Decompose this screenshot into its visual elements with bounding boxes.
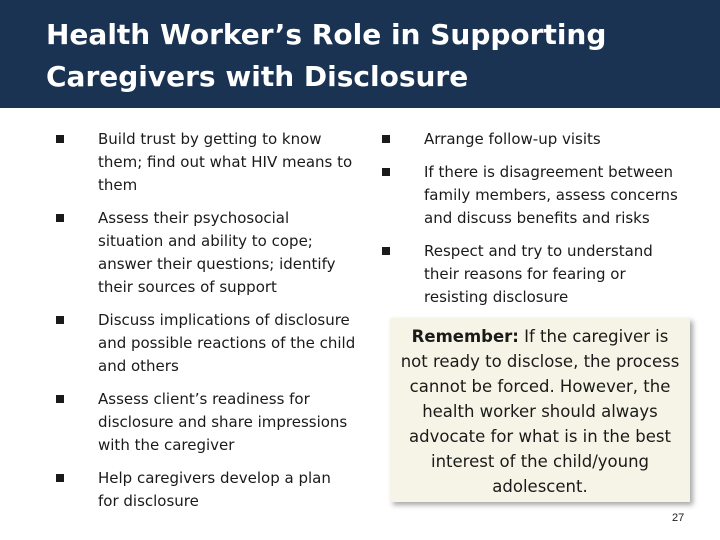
bullet-text: Build trust by getting to know them; find out what HIV means to them — [98, 130, 353, 194]
square-bullet-icon — [382, 168, 390, 176]
slide-title — [46, 14, 686, 98]
list-item — [56, 309, 356, 378]
title-line-2: Caregivers with Disclosure — [46, 60, 469, 93]
page-number: 27 — [672, 512, 685, 524]
list-item — [382, 161, 682, 230]
square-bullet-icon — [56, 316, 64, 324]
remember-callout-box — [390, 318, 690, 502]
bullet-text: Assess client’s readiness for disclosure and share impressions with the caregiver — [98, 390, 348, 454]
square-bullet-icon — [56, 214, 64, 222]
bullet-text: Assess their psychosocial situation and ability to cope; answer their questions; identify their sources of support — [98, 209, 336, 296]
bullet-text: If there is disagreement between family members, assess concerns and discuss benefits and risks — [424, 163, 678, 227]
list-item — [56, 207, 356, 299]
square-bullet-icon — [56, 474, 64, 482]
list-item — [382, 128, 682, 151]
square-bullet-icon — [56, 395, 64, 403]
remember-label: Remember: — [411, 327, 519, 346]
list-item — [56, 467, 356, 513]
bullet-text: Respect and try to understand their reasons for fearing or resisting disclosure — [424, 242, 653, 306]
bullet-text: Help caregivers develop a plan for disclosure — [98, 469, 331, 510]
list-item — [56, 388, 356, 457]
square-bullet-icon — [382, 247, 390, 255]
remember-text: If the caregiver is not ready to disclose, the process cannot be forced. However, the health worker should always advocate for what is in the best interest of the child/young adolescent. — [400, 327, 680, 496]
right-bullet-list — [382, 128, 682, 319]
square-bullet-icon — [56, 135, 64, 143]
square-bullet-icon — [382, 135, 390, 143]
list-item — [382, 240, 682, 309]
title-line-1: Health Worker’s Role in Supporting — [46, 18, 607, 51]
bullet-text: Arrange follow-up visits — [424, 130, 601, 148]
list-item — [56, 128, 356, 197]
bullet-text: Discuss implications of disclosure and possible reactions of the child and others — [98, 311, 356, 375]
title-banner — [0, 0, 720, 108]
left-bullet-list — [56, 128, 356, 523]
